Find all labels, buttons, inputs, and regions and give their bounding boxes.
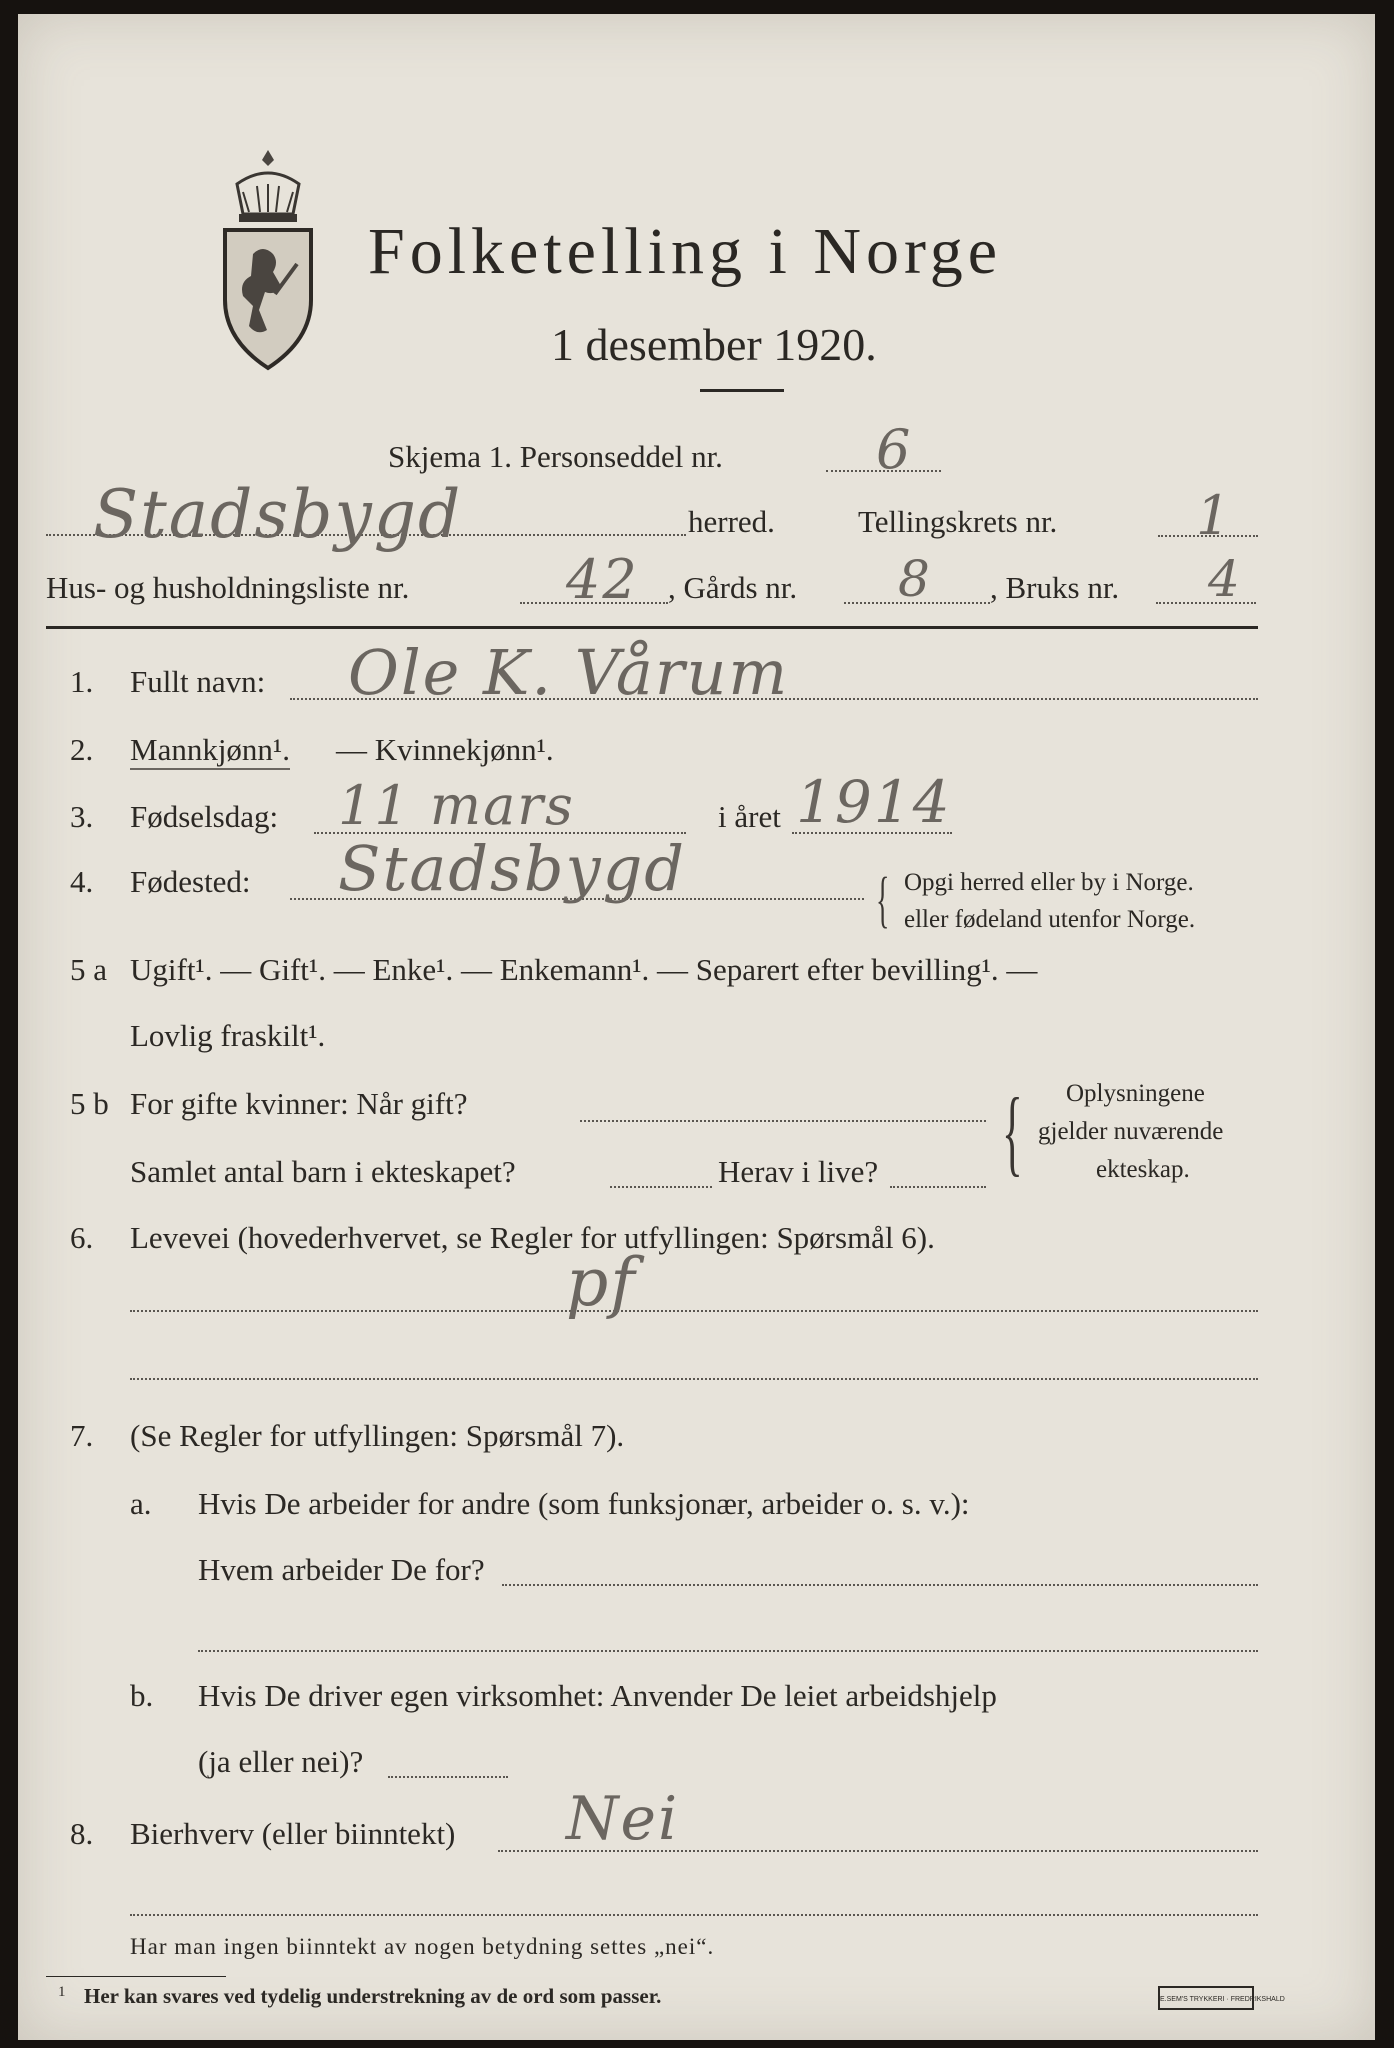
q5b-when-dots [580, 1120, 986, 1122]
q1-answer: Ole K. Vårum [348, 636, 790, 709]
q7a-number: a. [130, 1486, 152, 1521]
q6-number: 6. [70, 1220, 94, 1255]
q5a-options-line1: Ugift¹. — Gift¹. — Enke¹. — Enkemann¹. — Separert efter bevilling¹. — [130, 952, 1038, 987]
bruks-label: , Bruks nr. [990, 570, 1120, 605]
q8-dots-2 [130, 1914, 1258, 1916]
q1-label: Fullt navn: [130, 664, 266, 699]
herred-value: Stadsbygd [93, 476, 463, 553]
q2-female-option: — Kvinnekjønn¹. [336, 732, 554, 767]
q5b-children-alive: Herav i live? [718, 1154, 879, 1189]
header-rule [46, 626, 1258, 629]
skjema-label: Skjema 1. Personseddel nr. [388, 439, 723, 474]
tellingskrets-nr-value: 1 [1196, 484, 1233, 547]
q5b-when-married: For gifte kvinner: Når gift? [130, 1086, 468, 1121]
bruks-nr-value: 4 [1208, 550, 1242, 608]
q4-note-line2: eller fødeland utenfor Norge. [904, 906, 1196, 933]
q7a-dots-1 [502, 1584, 1258, 1586]
footnote-divider [46, 1976, 226, 1977]
q7b-line1: Hvis De driver egen virksomhet: Anvender De leiet arbeidshjelp [198, 1678, 997, 1713]
q7a-line1: Hvis De arbeider for andre (som funksjonær, arbeider o. s. v.): [198, 1486, 970, 1521]
q5b-children-total: Samlet antal barn i ekteskapet? [130, 1154, 516, 1189]
q7a-line2: Hvem arbeider De for? [198, 1552, 485, 1587]
footnote-text: Her kan svares ved tydelig understrekning av de ord som passer. [84, 1984, 662, 2008]
gards-nr-value: 8 [898, 550, 932, 608]
q6-dots-1 [130, 1310, 1258, 1312]
form-title: Folketelling i Norge [368, 215, 1003, 288]
gards-label: , Gårds nr. [668, 570, 798, 605]
q3-answer-year: 1914 [796, 768, 952, 836]
herred-label: herred. [688, 504, 775, 539]
q8-label: Bierhverv (eller biinntekt) [130, 1816, 456, 1851]
q7b-line2: (ja eller nei)? [198, 1744, 364, 1779]
q5a-options-line2: Lovlig fraskilt¹. [130, 1018, 326, 1053]
q3-label: Fødselsdag: [130, 799, 279, 834]
q7b-number: b. [130, 1678, 154, 1713]
husliste-label: Hus- og husholdningsliste nr. [46, 570, 410, 605]
q5b-note-line1: Oplysningene [1066, 1080, 1205, 1107]
footnote-mark: 1 [58, 1984, 66, 2000]
q1-number: 1. [70, 664, 94, 699]
q6-label: Levevei (hovederhvervet, se Regler for utfyllingen: Spørsmål 6). [130, 1220, 935, 1255]
q8-number: 8. [70, 1816, 94, 1851]
q5b-alive-dots [890, 1186, 986, 1188]
q5b-note-brace: { [1002, 1078, 1023, 1185]
census-form [18, 14, 1375, 2040]
q4-note-line1: Opgi herred eller by i Norge. [904, 869, 1194, 896]
q5a-number: 5 a [70, 952, 108, 987]
title-divider [700, 389, 784, 392]
q6-answer: pf [566, 1244, 637, 1321]
husliste-nr-value: 42 [566, 548, 639, 611]
q5b-note-line2: gjelder nuværende [1038, 1118, 1224, 1145]
printer-stamp-text: E.SEM'S TRYKKERI · FREDRIKSHALD [1160, 1996, 1285, 2003]
printer-stamp [1158, 1986, 1285, 2010]
q2-male-option: Mannkjønn¹. [130, 732, 290, 770]
q4-answer: Stadsbygd [338, 832, 686, 905]
tellingskrets-label: Tellingskrets nr. [858, 504, 1058, 539]
footer-note: Har man ingen biinntekt av nogen betydning settes „nei“. [130, 1934, 715, 1959]
q6-dots-2 [130, 1378, 1258, 1380]
q8-answer: Nei [566, 1784, 680, 1854]
q4-number: 4. [70, 864, 94, 899]
q7a-dots-2 [198, 1650, 1258, 1652]
q4-note-brace: { [876, 866, 890, 934]
q3-year-label: i året [718, 799, 781, 834]
q7b-dots [388, 1776, 508, 1778]
personseddel-nr-value: 6 [876, 418, 913, 481]
q5b-children-dots [610, 1186, 712, 1188]
q3-number: 3. [70, 799, 94, 834]
form-date: 1 desember 1920. [551, 319, 877, 370]
q7-number: 7. [70, 1418, 94, 1453]
q2-number: 2. [70, 732, 94, 767]
q3-answer-day: 11 mars [338, 774, 575, 837]
q4-label: Fødested: [130, 864, 251, 899]
q7-label: (Se Regler for utfyllingen: Spørsmål 7). [130, 1418, 625, 1453]
q5b-number: 5 b [70, 1086, 109, 1121]
coat-of-arms-emblem [213, 144, 323, 374]
q5b-note-line3: ekteskap. [1096, 1156, 1190, 1183]
